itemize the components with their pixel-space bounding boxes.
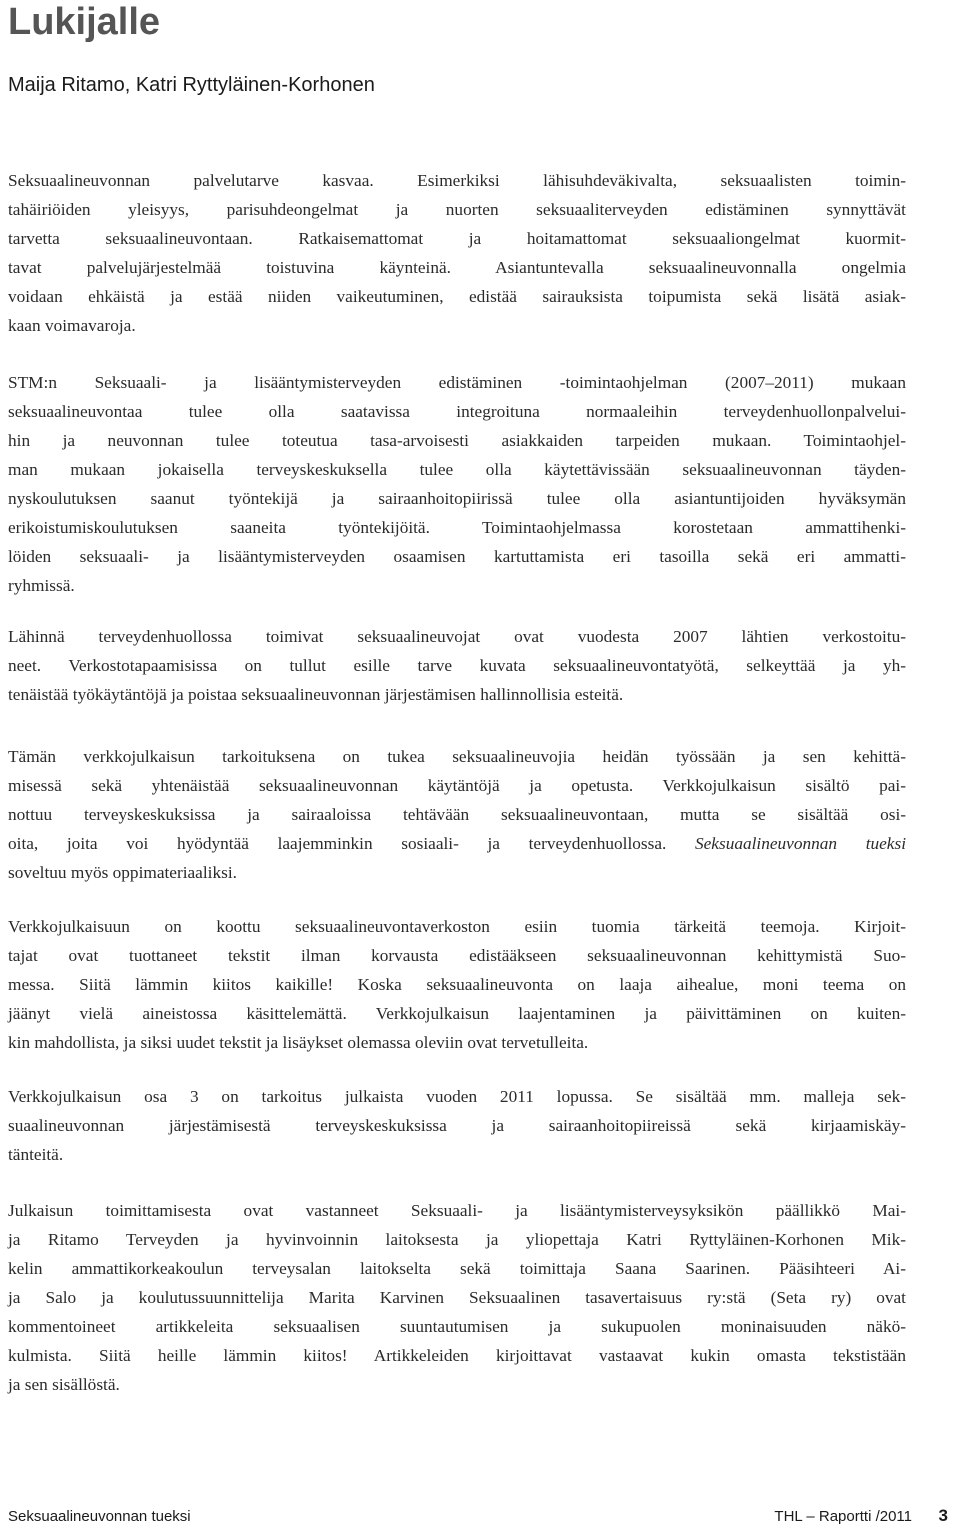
- text-line: jäänyt vielä aineistossa käsittelemättä. Verkkojulkaisun laajentaminen ja päivittäminen on kuiten-: [8, 1004, 906, 1023]
- text-line: kommentoineet artikkeleita seksuaalisen suuntautumisen ja sukupuolen moninaisuuden näkö-: [8, 1317, 906, 1336]
- text-line: STM:n Seksuaali- ja lisääntymisterveyden edistäminen -toimintaohjelman (2007–2011) mukaan: [8, 373, 906, 392]
- text-line: seksuaalineuvontaa tulee olla saatavissa integroituna normaaleihin terveydenhuollonpalvelui-: [8, 402, 906, 421]
- text-line: kelin ammattikorkeakoulun terveysalan laitokselta sekä toimittaja Saana Saarinen. Pääsihteeri Ai-: [8, 1259, 906, 1278]
- text-line: tajat ovat tuottaneet tekstit ilman korvausta edistääkseen seksuaalineuvonnan kehittymistä Suo-: [8, 946, 906, 965]
- text-line: löiden seksuaali- ja lisääntymisterveyden osaamisen kartuttamista eri tasoilla sekä eri ammatti-: [8, 547, 906, 566]
- text-line: ryhmissä.: [8, 576, 75, 595]
- text-line: tavat palvelujärjestelmää toistuvina käynteinä. Asiantuntevalla seksuaalineuvonnalla ongelmia: [8, 258, 906, 277]
- text-line: tarvetta seksuaalineuvontaan. Ratkaisemattomat ja hoitamattomat seksuaaliongelmat kuormit-: [8, 229, 906, 248]
- text-line: tahäiriöiden yleisyys, parisuhdeongelmat ja nuorten seksuaaliterveyden edistäminen synnyttävät: [8, 200, 906, 219]
- text-line: nyskoulutuksen saanut työntekijä ja sairaanhoitopiirissä tulee olla asiantuntijoiden hyväksymän: [8, 489, 906, 508]
- paragraph-7: [8, 1196, 906, 1399]
- footer-report-label: THL – Raportti /2011: [774, 1508, 912, 1525]
- footer-publication-name: Seksuaalineuvonnan tueksi: [8, 1508, 191, 1525]
- paragraph-6: [8, 1082, 906, 1169]
- text-line: kin mahdollista, ja siksi uudet tekstit ja lisäykset olemassa oleviin ovat tervetulleita.: [8, 1033, 589, 1052]
- text-segment: oita, joita voi hyödyntää laajemminkin sosiaali- ja terveydenhuollossa.: [8, 834, 667, 853]
- text-line: misessä sekä yhtenäistää seksuaalineuvonnan käytäntöjä ja opetusta. Verkkojulkaisun sisältö pai-: [8, 776, 906, 795]
- text-line: [8, 829, 906, 858]
- page-title: Lukijalle: [8, 1, 161, 43]
- text-line: Verkkojulkaisuun on koottu seksuaalineuvontaverkoston esiin tuomia tärkeitä teemoja. Kirjoit-: [8, 917, 906, 936]
- text-line: nottuu terveyskeskuksissa ja sairaaloissa tehtävään seksuaalineuvontaan, mutta se sisältää osi-: [8, 805, 906, 824]
- paragraph-4: [8, 742, 906, 887]
- text-line: messa. Siitä lämmin kiitos kaikille! Koska seksuaalineuvonta on laaja aihealue, moni teema on: [8, 975, 906, 994]
- paragraph-1: [8, 166, 906, 340]
- page-footer: [8, 1506, 952, 1530]
- page-number: 3: [938, 1506, 948, 1525]
- text-line: man mukaan jokaisella terveyskeskuksella tulee olla käytettävissään seksuaalineuvonnan täyden-: [8, 460, 906, 479]
- text-line: ja Salo ja koulutussuunnittelija Marita Karvinen Seksuaalinen tasavertaisuus ry:stä (Seta ry) ovat: [8, 1288, 906, 1307]
- text-line: suaalineuvonnan järjestämisestä terveyskeskuksissa ja sairaanhoitopiireissä sekä kirjaamiskäy-: [8, 1116, 906, 1135]
- text-line: neet. Verkostotapaamisissa on tullut esille tarve kuvata seksuaalineuvontatyötä, selkeyttää ja yh-: [8, 656, 906, 675]
- text-line: tänteitä.: [8, 1145, 64, 1164]
- text-line: Verkkojulkaisun osa 3 on tarkoitus julkaista vuoden 2011 lopussa. Se sisältää mm. malleja sek-: [8, 1087, 906, 1106]
- text-line: Tämän verkkojulkaisun tarkoituksena on tukea seksuaalineuvojia heidän työssään ja sen kehittä-: [8, 747, 906, 766]
- text-line: kulmista. Siitä heille lämmin kiitos! Artikkeleiden kirjoittavat vastaavat kukin omasta tekstistään: [8, 1346, 906, 1365]
- text-line: soveltuu myös oppimateriaaliksi.: [8, 863, 237, 882]
- text-line: kaan voimavaroja.: [8, 316, 136, 335]
- paragraph-3: [8, 622, 906, 709]
- text-line: Lähinnä terveydenhuollossa toimivat seksuaalineuvojat ovat vuodesta 2007 lähtien verkostoitu-: [8, 627, 906, 646]
- text-line: ja sen sisällöstä.: [8, 1375, 120, 1394]
- text-line: Julkaisun toimittamisesta ovat vastanneet Seksuaali- ja lisääntymisterveysyksikön päällikkö Mai-: [8, 1201, 906, 1220]
- text-line: erikoistumiskoulutuksen saaneita työntekijöitä. Toimintaohjelmassa korostetaan ammattihenki-: [8, 518, 906, 537]
- paragraph-5: [8, 912, 906, 1057]
- text-line: Seksuaalineuvonnan palvelutarve kasvaa. Esimerkiksi lähisuhdeväkivalta, seksuaalisten toimin-: [8, 171, 906, 190]
- publication-title: Seksuaalineuvonnan tueksi: [695, 834, 907, 853]
- text-line: ja Ritamo Terveyden ja hyvinvoinnin laitoksesta ja yliopettaja Katri Ryttyläinen-Korhonen Mik-: [8, 1230, 906, 1249]
- text-line: voidaan ehkäistä ja estää niiden vaikeutuminen, edistää sairauksista toipumista sekä lisätä asiak-: [8, 287, 906, 306]
- text-line: tenäistää työkäytäntöjä ja poistaa seksuaalineuvonnan järjestämisen hallinnollisia esteitä.: [8, 685, 624, 704]
- text-line: hin ja neuvonnan tulee toteutua tasa-arvoisesti asiakkaiden tarpeiden mukaan. Toimintaohjel-: [8, 431, 906, 450]
- paragraph-2: [8, 368, 906, 600]
- authors: Maija Ritamo, Katri Ryttyläinen-Korhonen: [8, 74, 375, 96]
